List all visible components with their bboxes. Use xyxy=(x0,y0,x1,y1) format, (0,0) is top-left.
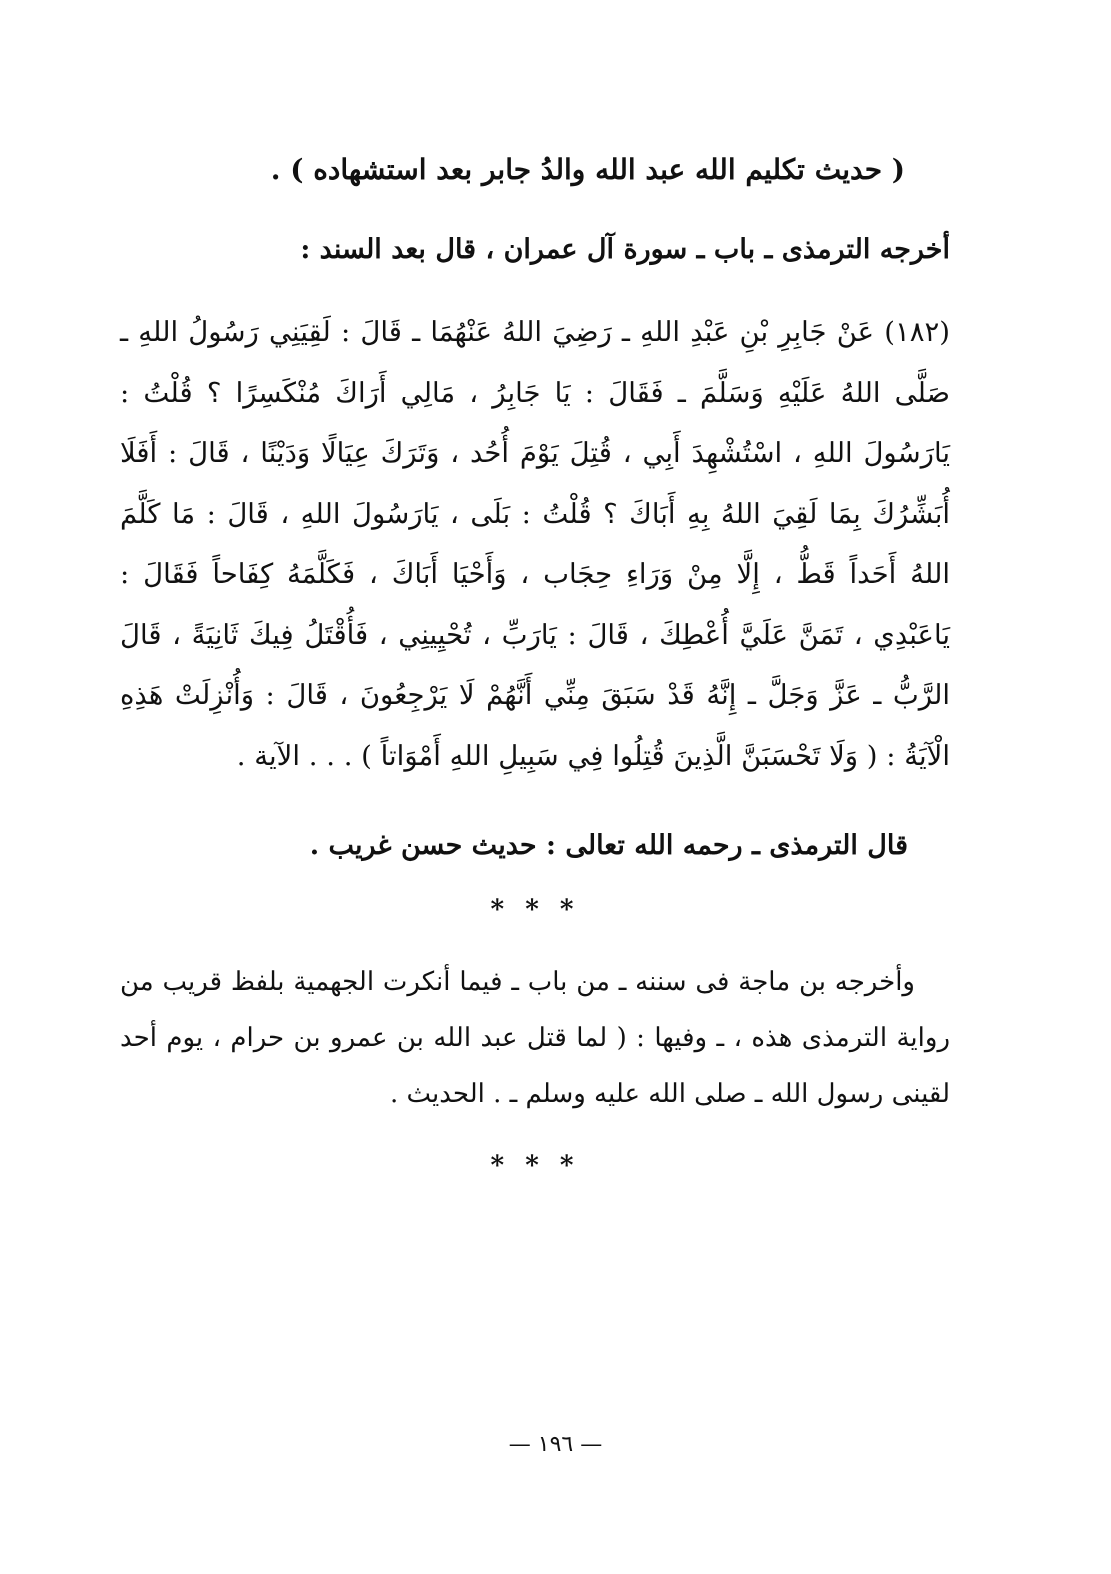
source-intro: أخرجه الترمذى ـ باب ـ سورة آل عمران ، قال بعد السند : xyxy=(300,234,950,265)
separator-stars-bottom: * * * xyxy=(490,1151,580,1181)
tirmidhi-verdict: قال الترمذى ـ رحمه الله تعالى : حديث حسن غريب . xyxy=(309,830,908,861)
separator-stars-top: * * * xyxy=(490,895,580,925)
page-body xyxy=(120,150,950,1210)
ibn-majah-paragraph: وأخرجه بن ماجة فى سننه ـ من باب ـ فيما أنكرت الجهمية بلفظ قريب من رواية الترمذى هذه ، ـ وفيها : ( لما قتل عبد الله بن عمرو بن حرام ، يوم أحد لقينى رسول الله ـ صلى الله عليه وسلم ـ . الحديث . xyxy=(120,967,950,1109)
hadith-text: (١٨٢) عَنْ جَابِرِ بْنِ عَبْدِ اللهِ ـ رَضِيَ اللهُ عَنْهُمَا ـ قَالَ : لَقِيَنِي رَسُولُ اللهِ ـ صَلَّى اللهُ عَلَيْهِ وَسَلَّمَ ـ فَقَالَ : يَا جَابِرُ ، مَالِي أَرَاكَ مُنْكَسِرًا ؟ قُلْتُ : يَارَسُولَ اللهِ ، اسْتُشْهِدَ أَبِي ، قُتِلَ يَوْمَ أُحُد ، وَتَرَكَ عِيَالًا وَدَيْنًا ، قَالَ : أَفَلَا أُبَشِّرُكَ بِمَا لَقِيَ اللهُ بِهِ أَبَاكَ ؟ قُلْتُ : بَلَى ، يَارَسُولَ اللهِ ، قَالَ : مَا كَلَّمَ اللهُ أَحَداً قَطُّ ، إِلَّا مِنْ وَرَاءِ حِجَاب ، وَأَحْيَا أَبَاكَ ، فَكَلَّمَهُ كِفَاحاً فَقَالَ : يَاعَبْدِي ، تَمَنَّ عَلَيَّ أُعْطِكَ ، قَالَ : يَارَبِّ ، تُحْيِينِي ، فَأُقْتَلُ فِيكَ ثَانِيَةً ، قَالَ الرَّبُّ ـ عَزَّ وَجَلَّ ـ إِنَّهُ قَدْ سَبَقَ مِنِّي أَنَّهُمْ لَا يَرْجِعُونَ ، قَالَ : وَأُنْزِلَتْ هَذِهِ الْآيَةُ : ( وَلَا تَحْسَبَنَّ الَّذِينَ قُتِلُوا فِي سَبِيلِ اللهِ أَمْوَاتاً ) . . . الآية . xyxy=(120,316,950,772)
page-number: — ١٩٦ — xyxy=(508,1432,603,1457)
hadith-heading: ( حديث تكليم الله عبد الله والدُ جابر بعد استشهاده ) . xyxy=(270,153,905,186)
